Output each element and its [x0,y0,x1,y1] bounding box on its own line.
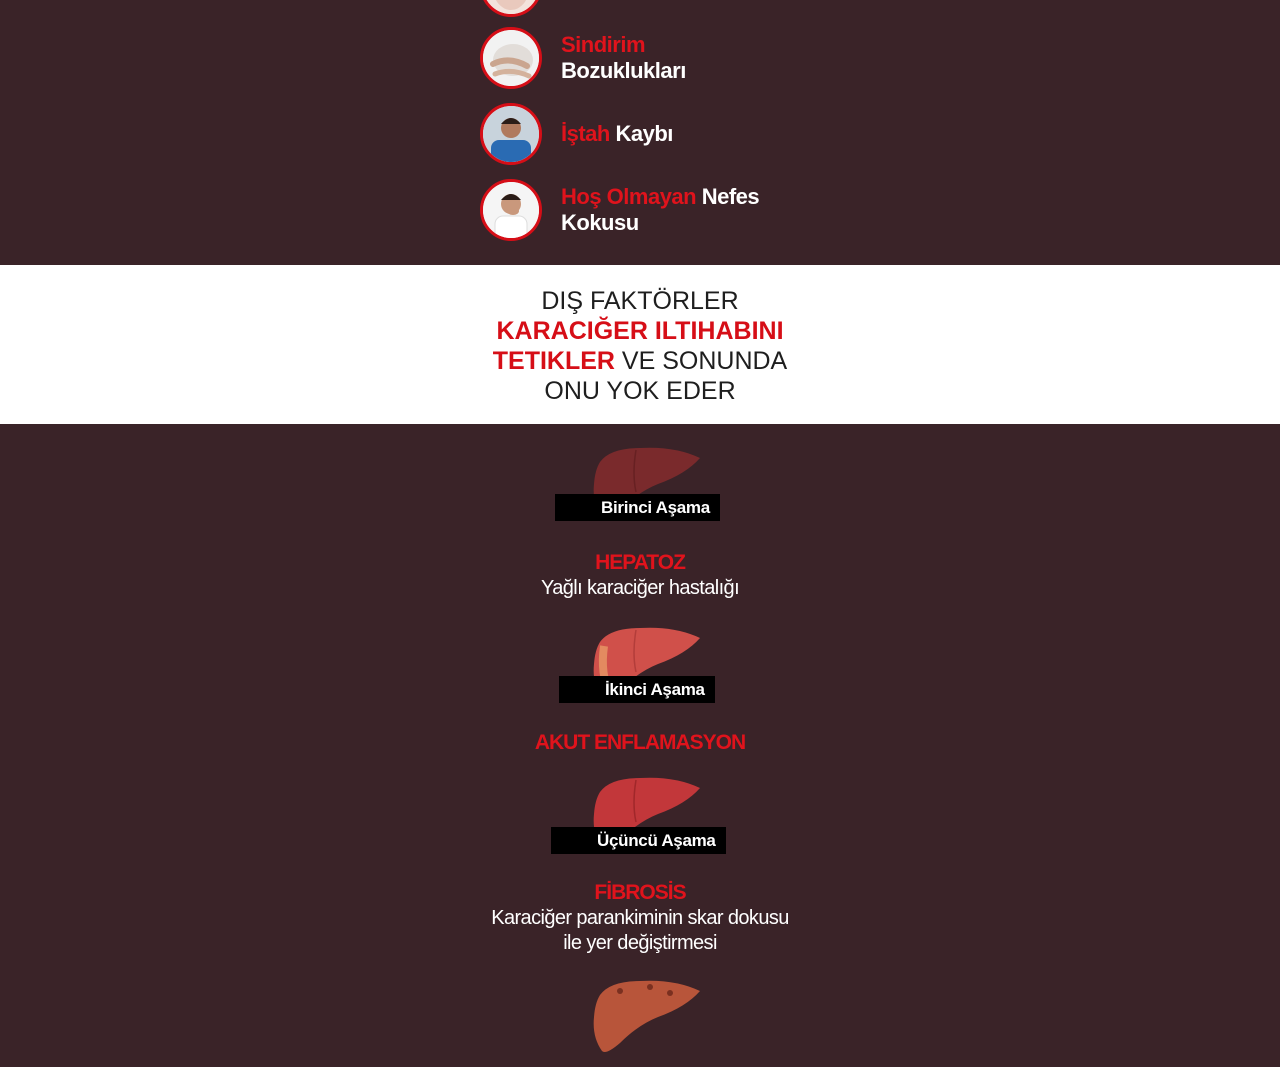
symptom-label: Hoş Olmayan Nefes Kokusu [561,184,760,235]
stage-title: HEPATOZ [595,551,685,574]
man-refusing-food-icon [480,103,542,165]
stage-badge: Birinci Aşama [555,494,720,521]
stage-title: FİBROSİS [594,881,686,904]
symptom-item [480,179,791,241]
stage-badge: Üçüncü Aşama [551,827,726,854]
bad-breath-icon [480,179,542,241]
stage-item [0,977,1280,1067]
banner-line: ONU YOK EDER [544,377,736,405]
symptoms-section [0,0,1280,265]
belly-icon [480,0,542,17]
stage-item [0,624,1280,756]
liver-icon [540,977,740,1057]
symptom-item [480,27,686,89]
symptom-item [480,0,646,17]
liver-stages [0,424,1280,1000]
stage-badge: İkinci Aşama [559,676,715,703]
banner-line: KARACIĞER ILTIHABINI [496,317,784,345]
stomach-ache-icon [480,27,542,89]
banner-line: DIŞ FAKTÖRLER [541,287,739,315]
stage-item [0,774,1280,956]
stage-description: Yağlı karaciğer hastalığı [540,577,740,599]
symptom-item [480,103,673,165]
banner-line: TETIKLER VE SONUNDA [492,347,788,375]
info-banner [0,265,1280,424]
banner-heading [0,265,1280,406]
symptom-label: Sindirim Bozuklukları [561,32,686,83]
stage-item [0,444,1280,601]
stage-title: AKUT ENFLAMASYON [534,731,746,754]
symptom-label: İştah Kaybı [561,121,673,146]
liver-image [540,977,740,1067]
stage-description: Karaciğer parankiminin skar dokusu ile yer değiştirmesi [491,907,789,954]
